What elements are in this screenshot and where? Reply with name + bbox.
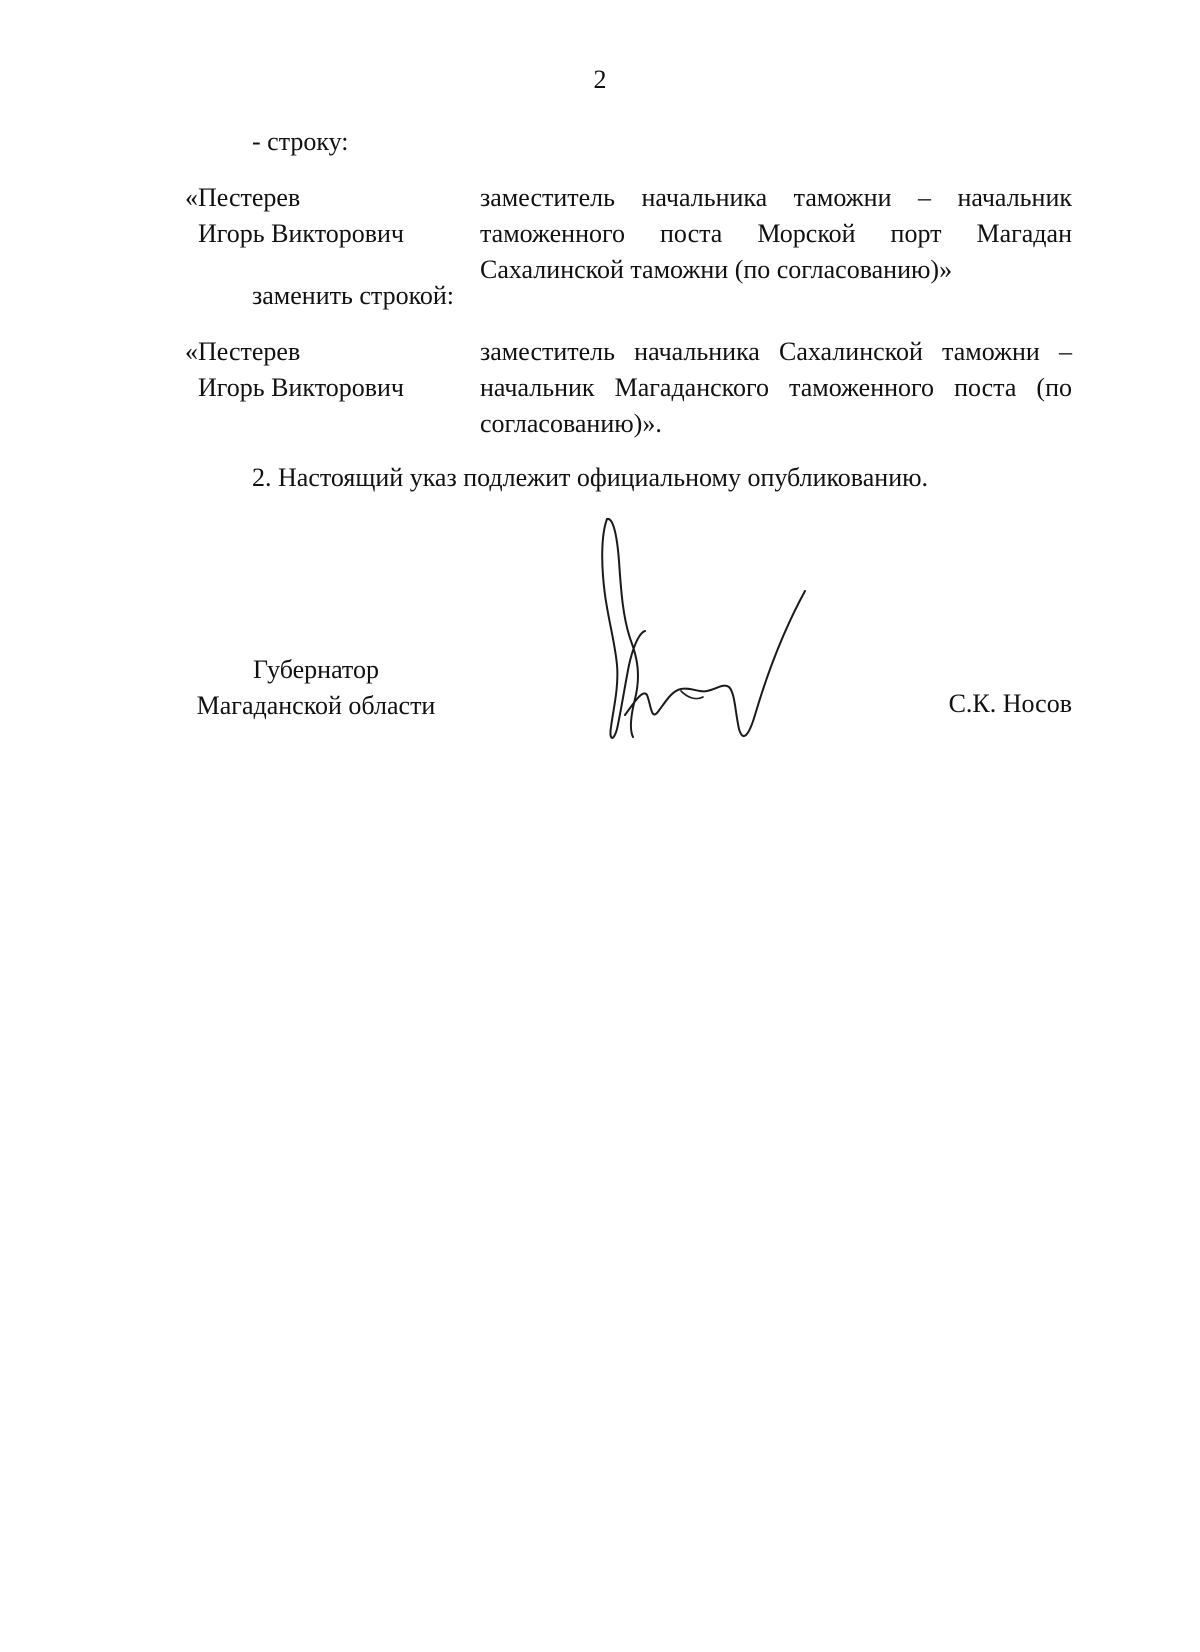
new-entry-name-line2: Игорь Викторович <box>198 373 404 402</box>
replace-label: заменить строкой: <box>252 281 455 310</box>
new-entry-name <box>185 334 445 406</box>
signatory-title-line1: Губернатор <box>253 655 379 684</box>
page-number: 2 <box>593 65 607 94</box>
intro-label: - строку: <box>252 127 349 156</box>
old-entry-name-line2: Игорь Викторович <box>198 219 404 248</box>
signatory-title-line2: Магаданской области <box>196 691 436 720</box>
old-entry-name-line1: «Пестерев <box>185 183 301 212</box>
handwritten-signature <box>595 515 815 755</box>
signatory-name: С.К. Носов <box>948 689 1072 718</box>
old-entry-description: заместитель начальника таможни – начальник таможенного поста Морской порт Магадан Сахалинской таможни (по согласованию)» <box>480 183 1072 284</box>
old-entry-name <box>185 180 445 252</box>
signatory-title <box>185 652 447 724</box>
new-entry-description: заместитель начальника Сахалинской таможни – начальник Магаданского таможенного поста (по согласованию)». <box>480 337 1072 438</box>
clause-2: 2. Настоящий указ подлежит официальному опубликованию. <box>252 463 929 492</box>
new-entry-name-line1: «Пестерев <box>185 337 301 366</box>
